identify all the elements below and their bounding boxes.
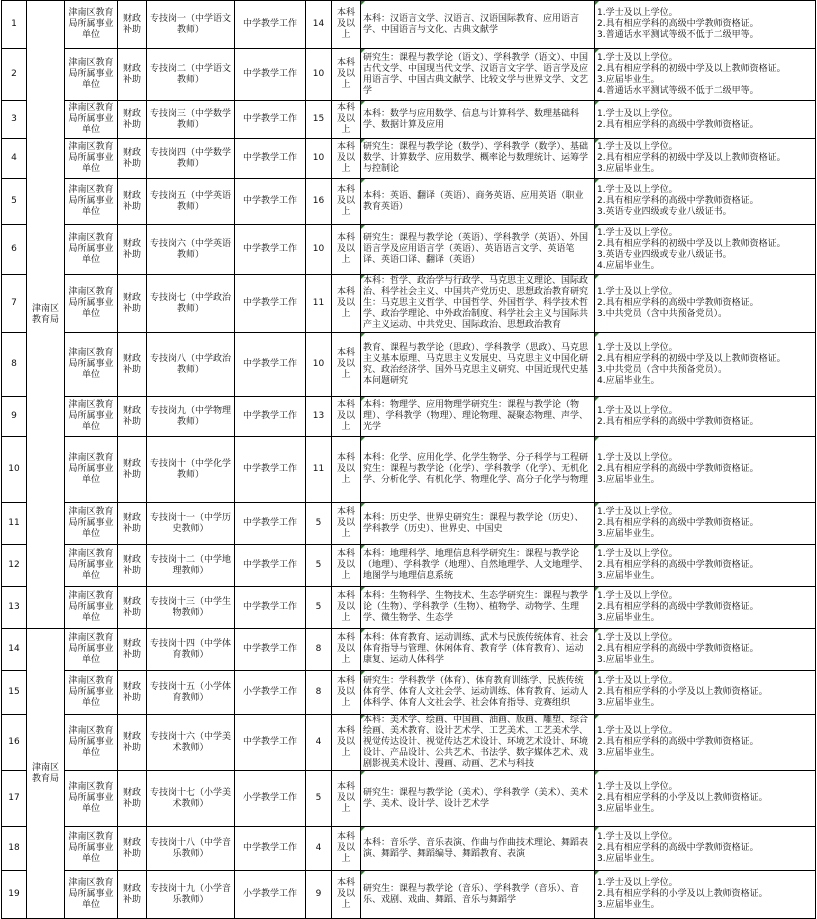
funding-cell: 财政补助 <box>118 139 147 179</box>
major-cell: 研究生：课程与教学论（美术）、学科教学（美术）、美术学、美术、设计学、设计艺术学 <box>361 771 595 827</box>
headcount-cell: 15 <box>306 101 332 139</box>
requirements-cell: 1.学士及以上学位。 2.具有相应学科的高级中学教师资格证。 3.应届毕业生。 <box>595 827 816 871</box>
post-cell: 专技岗十九（小学音乐教师） <box>147 871 235 919</box>
major-cell: 本科：美术学、绘画、中国画、油画、版画、雕塑、综合绘画、美术教育、设计艺术学、工艺美术、工艺美术学、视觉传达设计、视觉传达艺术设计、环境艺术设计、环境设计、产品设计、公共艺术、书法学、数字媒体艺术、戏剧影视美术设计、漫画、动画、艺术与科技 <box>361 715 595 771</box>
work-content-cell: 小学教学工作 <box>235 771 306 827</box>
requirements-cell: 1.学士及以上学位。 2.具有相应学科的小学及以上教师资格证。 3.应届毕业生。 <box>595 871 816 919</box>
major-cell: 研究生：课程与教学论（数学）、学科教学（数学）、基础数学、计算数学、应用数学、概率论与数理统计、运筹学与控制论 <box>361 139 595 179</box>
table-body <box>2 1 816 919</box>
post-cell: 专技岗十四（中学体育教师） <box>147 629 235 671</box>
major-cell: 本科：汉语言文学、汉语言、汉语国际教育、应用语言学、中国语言与文化、古典文献学 <box>361 1 595 49</box>
headcount-cell: 10 <box>306 139 332 179</box>
headcount-cell: 8 <box>306 629 332 671</box>
headcount-cell: 4 <box>306 715 332 771</box>
major-cell: 本科：地理科学、地理信息科学研究生：课程与教学论（地理）、学科教学（地理）、自然地理学、人文地理学、地图学与地理信息系统 <box>361 545 595 587</box>
unit-cell: 津南区教育局所属事业单位 <box>65 101 118 139</box>
headcount-cell: 11 <box>306 275 332 333</box>
unit-cell: 津南区教育局所属事业单位 <box>65 671 118 715</box>
row-number-cell: 6 <box>2 225 27 275</box>
education-cell: 本科及以上 <box>332 333 361 397</box>
funding-cell: 财政补助 <box>118 397 147 437</box>
requirements-cell: 1.学士及以上学位。 2.具有相应学科的高级中学教师资格证。 <box>595 397 816 437</box>
row-number-cell: 11 <box>2 503 27 545</box>
unit-cell: 津南区教育局所属事业单位 <box>65 179 118 225</box>
major-cell: 研究生：课程与教学论（英语）、学科教学（英语）、外国语言学及应用语言学（英语）、英语语言文学、英语笔译、英语口译、翻译（英语） <box>361 225 595 275</box>
funding-cell: 财政补助 <box>118 715 147 771</box>
work-content-cell: 中学教学工作 <box>235 275 306 333</box>
post-cell: 专技岗七（中学政治教师） <box>147 275 235 333</box>
education-cell: 本科及以上 <box>332 49 361 101</box>
post-cell: 专技岗六（中学英语教师） <box>147 225 235 275</box>
recruitment-table <box>1 0 816 919</box>
row-number-cell: 4 <box>2 139 27 179</box>
funding-cell: 财政补助 <box>118 275 147 333</box>
requirements-cell: 1.学士及以上学位。 2.具有相应学科的高级中学教师资格证。 3.应届毕业生。 <box>595 587 816 629</box>
requirements-cell: 1.学士及以上学位。 2.具有相应学科的初级中学及以上教师资格证。 3.应届毕业生。 <box>595 139 816 179</box>
education-cell: 本科及以上 <box>332 871 361 919</box>
row-number-cell: 17 <box>2 771 27 827</box>
work-content-cell: 小学教学工作 <box>235 871 306 919</box>
table-row <box>2 715 816 771</box>
row-number-cell: 10 <box>2 437 27 503</box>
education-cell: 本科及以上 <box>332 671 361 715</box>
table-row <box>2 333 816 397</box>
table-row <box>2 397 816 437</box>
requirements-cell: 1.学士及以上学位。 2.具有相应学科的高级中学教师资格证。 3.英语专业四级或专业八级证书。 <box>595 179 816 225</box>
requirements-cell: 1.学士及以上学位。 2.具有相应学科的初级中学及以上教师资格证。 3.应届毕业生。 4.普通话水平测试等级不低于二级甲等。 <box>595 49 816 101</box>
funding-cell: 财政补助 <box>118 225 147 275</box>
major-cell: 本科：物理学、应用物理学研究生：课程与教学论（物理）、学科教学（物理）、理论物理、凝聚态物理、声学、光学 <box>361 397 595 437</box>
work-content-cell: 中学教学工作 <box>235 715 306 771</box>
row-number-cell: 12 <box>2 545 27 587</box>
row-number-cell: 15 <box>2 671 27 715</box>
education-cell: 本科及以上 <box>332 587 361 629</box>
row-number-cell: 3 <box>2 101 27 139</box>
unit-cell: 津南区教育局所属事业单位 <box>65 587 118 629</box>
requirements-cell: 1.学士及以上学位。 2.具有相应学科的高级中学教师资格证。 3.中共党员（含中共预备党员）。 <box>595 275 816 333</box>
funding-cell: 财政补助 <box>118 771 147 827</box>
row-number-cell: 19 <box>2 871 27 919</box>
unit-cell: 津南区教育局所属事业单位 <box>65 139 118 179</box>
headcount-cell: 5 <box>306 771 332 827</box>
funding-cell: 财政补助 <box>118 49 147 101</box>
headcount-cell: 5 <box>306 503 332 545</box>
row-number-cell: 16 <box>2 715 27 771</box>
table-row <box>2 275 816 333</box>
headcount-cell: 10 <box>306 49 332 101</box>
post-cell: 专技岗十（中学化学教师） <box>147 437 235 503</box>
funding-cell: 财政补助 <box>118 437 147 503</box>
funding-cell: 财政补助 <box>118 333 147 397</box>
headcount-cell: 5 <box>306 587 332 629</box>
post-cell: 专技岗五（中学英语教师） <box>147 179 235 225</box>
post-cell: 专技岗三（中学数学教师） <box>147 101 235 139</box>
major-cell: 本科：体育教育、运动训练、武术与民族传统体育、社会体育指导与管理、休闲体育、教育学（体育教育）、运动康复、运动人体科学 <box>361 629 595 671</box>
unit-cell: 津南区教育局所属事业单位 <box>65 545 118 587</box>
unit-cell: 津南区教育局所属事业单位 <box>65 49 118 101</box>
post-cell: 专技岗十七（小学美术教师） <box>147 771 235 827</box>
education-cell: 本科及以上 <box>332 275 361 333</box>
row-number-cell: 2 <box>2 49 27 101</box>
post-cell: 专技岗十一（中学历史教师） <box>147 503 235 545</box>
funding-cell: 财政补助 <box>118 587 147 629</box>
post-cell: 专技岗二（中学语文教师） <box>147 49 235 101</box>
education-cell: 本科及以上 <box>332 101 361 139</box>
row-number-cell: 13 <box>2 587 27 629</box>
education-cell: 本科及以上 <box>332 503 361 545</box>
funding-cell: 财政补助 <box>118 101 147 139</box>
headcount-cell: 8 <box>306 671 332 715</box>
work-content-cell: 中学教学工作 <box>235 1 306 49</box>
unit-cell: 津南区教育局所属事业单位 <box>65 629 118 671</box>
work-content-cell: 中学教学工作 <box>235 827 306 871</box>
table-row <box>2 871 816 919</box>
requirements-cell: 1.学士及以上学位。 2.具有相应学科的高级中学教师资格证。 3.应届毕业生。 <box>595 629 816 671</box>
headcount-cell: 13 <box>306 397 332 437</box>
table-row <box>2 49 816 101</box>
row-number-cell: 14 <box>2 629 27 671</box>
work-content-cell: 小学教学工作 <box>235 671 306 715</box>
table-row <box>2 587 816 629</box>
post-cell: 专技岗十五（小学体育教师） <box>147 671 235 715</box>
unit-cell: 津南区教育局所属事业单位 <box>65 715 118 771</box>
table-row <box>2 827 816 871</box>
education-cell: 本科及以上 <box>332 139 361 179</box>
table-row <box>2 771 816 827</box>
funding-cell: 财政补助 <box>118 179 147 225</box>
education-cell: 本科及以上 <box>332 827 361 871</box>
post-cell: 专技岗十六（中学美术教师） <box>147 715 235 771</box>
education-cell: 本科及以上 <box>332 715 361 771</box>
education-cell: 本科及以上 <box>332 179 361 225</box>
work-content-cell: 中学教学工作 <box>235 139 306 179</box>
work-content-cell: 中学教学工作 <box>235 333 306 397</box>
major-cell: 本科：数学与应用数学、信息与计算科学、数理基础科学、数据计算及应用 <box>361 101 595 139</box>
funding-cell: 财政补助 <box>118 671 147 715</box>
requirements-cell: 1.学士及以上学位。 2.具有相应学科的初级中学及以上教师资格证。 3.英语专业四级或专业八级证书。 4.应届毕业生。 <box>595 225 816 275</box>
post-cell: 专技岗十二（中学地理教师） <box>147 545 235 587</box>
post-cell: 专技岗十三（中学生物教师） <box>147 587 235 629</box>
post-cell: 专技岗十八（中学音乐教师） <box>147 827 235 871</box>
unit-cell: 津南区教育局所属事业单位 <box>65 871 118 919</box>
requirements-cell: 1.学士及以上学位。 2.具有相应学科的小学及以上教师资格证。 3.应届毕业生。 <box>595 771 816 827</box>
unit-cell: 津南区教育局所属事业单位 <box>65 503 118 545</box>
requirements-cell: 1.学士及以上学位。 2.具有相应学科的初级中学及以上教师资格证。 3.中共党员（含中共预备党员）。 4.应届毕业生。 <box>595 333 816 397</box>
headcount-cell: 4 <box>306 827 332 871</box>
row-number-cell: 18 <box>2 827 27 871</box>
education-cell: 本科及以上 <box>332 225 361 275</box>
education-cell: 本科及以上 <box>332 545 361 587</box>
major-cell: 研究生：课程与教学论（语文）、学科教学（语文）、中国古代文学、中国现当代文学、汉语言文字学、语言学及应用语言学、中国古典文献学、比较文学与世界文学、文艺学 <box>361 49 595 101</box>
row-number-cell: 7 <box>2 275 27 333</box>
work-content-cell: 中学教学工作 <box>235 545 306 587</box>
unit-cell: 津南区教育局所属事业单位 <box>65 275 118 333</box>
requirements-cell: 1.学士及以上学位。 2.具有相应学科的小学及以上教师资格证。 3.应届毕业生。 <box>595 671 816 715</box>
headcount-cell: 10 <box>306 333 332 397</box>
post-cell: 专技岗四（中学数学教师） <box>147 139 235 179</box>
row-number-cell: 1 <box>2 1 27 49</box>
unit-cell: 津南区教育局所属事业单位 <box>65 771 118 827</box>
row-number-cell: 8 <box>2 333 27 397</box>
table-row <box>2 629 816 671</box>
education-cell: 本科及以上 <box>332 1 361 49</box>
post-cell: 专技岗一（中学语文教师） <box>147 1 235 49</box>
table-row <box>2 437 816 503</box>
work-content-cell: 中学教学工作 <box>235 49 306 101</box>
requirements-cell: 1.学士及以上学位。 2.具有相应学科的高级中学教师资格证。 <box>595 101 816 139</box>
headcount-cell: 10 <box>306 225 332 275</box>
education-cell: 本科及以上 <box>332 397 361 437</box>
requirements-cell: 1.学士及以上学位。 2.具有相应学科的高级中学教师资格证。 3.应届毕业生。 <box>595 715 816 771</box>
funding-cell: 财政补助 <box>118 871 147 919</box>
work-content-cell: 中学教学工作 <box>235 179 306 225</box>
work-content-cell: 中学教学工作 <box>235 437 306 503</box>
headcount-cell: 16 <box>306 179 332 225</box>
requirements-cell: 1.学士及以上学位。 2.具有相应学科的高级中学教师资格证。 3.应届毕业生。 <box>595 545 816 587</box>
table-row <box>2 671 816 715</box>
work-content-cell: 中学教学工作 <box>235 629 306 671</box>
major-cell: 教育、课程与教学论（思政）、学科教学（思政）、马克思主义基本原理、马克思主义发展史、马克思主义中国化研究、政治经济学、国外马克思主义研究、中国近现代史基本问题研究 <box>361 333 595 397</box>
headcount-cell: 11 <box>306 437 332 503</box>
table-row <box>2 101 816 139</box>
headcount-cell: 9 <box>306 871 332 919</box>
funding-cell: 财政补助 <box>118 629 147 671</box>
department-cell: 津南区教育局 <box>27 1 65 629</box>
work-content-cell: 中学教学工作 <box>235 397 306 437</box>
headcount-cell: 5 <box>306 545 332 587</box>
unit-cell: 津南区教育局所属事业单位 <box>65 397 118 437</box>
unit-cell: 津南区教育局所属事业单位 <box>65 333 118 397</box>
unit-cell: 津南区教育局所属事业单位 <box>65 437 118 503</box>
requirements-cell: 1.学士及以上学位。 2.具有相应学科的高级中学教师资格证。 3.应届毕业生。 <box>595 503 816 545</box>
work-content-cell: 中学教学工作 <box>235 503 306 545</box>
funding-cell: 财政补助 <box>118 545 147 587</box>
post-cell: 专技岗八（中学政治教师） <box>147 333 235 397</box>
table-row <box>2 1 816 49</box>
post-cell: 专技岗九（中学物理教师） <box>147 397 235 437</box>
major-cell: 研究生：课程与教学论（音乐）、学科教学（音乐）、音乐、戏剧、戏曲、舞蹈、音乐与舞蹈学 <box>361 871 595 919</box>
major-cell: 本科：音乐学、音乐表演、作曲与作曲技术理论、舞蹈表演、舞蹈学、舞蹈编导、舞蹈教育、表演 <box>361 827 595 871</box>
row-number-cell: 5 <box>2 179 27 225</box>
major-cell: 本科：生物科学、生物技术、生态学研究生：课程与教学论（生物）、学科教学（生物）、植物学、动物学、生理学、微生物学、生态学 <box>361 587 595 629</box>
unit-cell: 津南区教育局所属事业单位 <box>65 1 118 49</box>
headcount-cell: 14 <box>306 1 332 49</box>
table-row <box>2 139 816 179</box>
major-cell: 本科：历史学、世界史研究生：课程与教学论（历史）、学科教学（历史）、世界史、中国史 <box>361 503 595 545</box>
unit-cell: 津南区教育局所属事业单位 <box>65 827 118 871</box>
table-row <box>2 179 816 225</box>
education-cell: 本科及以上 <box>332 437 361 503</box>
row-number-cell: 9 <box>2 397 27 437</box>
funding-cell: 财政补助 <box>118 1 147 49</box>
table-row <box>2 225 816 275</box>
department-cell: 津南区教育局 <box>27 629 65 919</box>
major-cell: 本科：化学、应用化学、化学生物学、分子科学与工程研究生：课程与教学论（化学）、学科教学（化学）、无机化学、分析化学、有机化学、物理化学、高分子化学与物理 <box>361 437 595 503</box>
funding-cell: 财政补助 <box>118 503 147 545</box>
requirements-cell: 1.学士及以上学位。 2.具有相应学科的高级中学教师资格证。 3.应届毕业生。 <box>595 437 816 503</box>
funding-cell: 财政补助 <box>118 827 147 871</box>
table-row <box>2 545 816 587</box>
work-content-cell: 中学教学工作 <box>235 101 306 139</box>
work-content-cell: 中学教学工作 <box>235 587 306 629</box>
requirements-cell: 1.学士及以上学位。 2.具有相应学科的高级中学教师资格证。 3.普通话水平测试等级不低于二级甲等。 <box>595 1 816 49</box>
work-content-cell: 中学教学工作 <box>235 225 306 275</box>
table-row <box>2 503 816 545</box>
major-cell: 本科：哲学、政治学与行政学、马克思主义理论、国际政治、科学社会主义、中国共产党历史、思想政治教育研究生：马克思主义哲学、中国哲学、外国哲学、科学技术哲学、政治学理论、中外政治制度、科学社会主义与国际共产主义运动、中共党史、国际政治、思想政治教育 <box>361 275 595 333</box>
major-cell: 研究生：学科教学（体育）、体育教育训练学、民族传统体育学、体育人文社会学、运动训练、体育教育、运动人体科学、体育人文社会学、社会体育指导、竞赛组织 <box>361 671 595 715</box>
major-cell: 本科：英语、翻译（英语）、商务英语、应用英语（职业教育英语） <box>361 179 595 225</box>
unit-cell: 津南区教育局所属事业单位 <box>65 225 118 275</box>
education-cell: 本科及以上 <box>332 629 361 671</box>
education-cell: 本科及以上 <box>332 771 361 827</box>
